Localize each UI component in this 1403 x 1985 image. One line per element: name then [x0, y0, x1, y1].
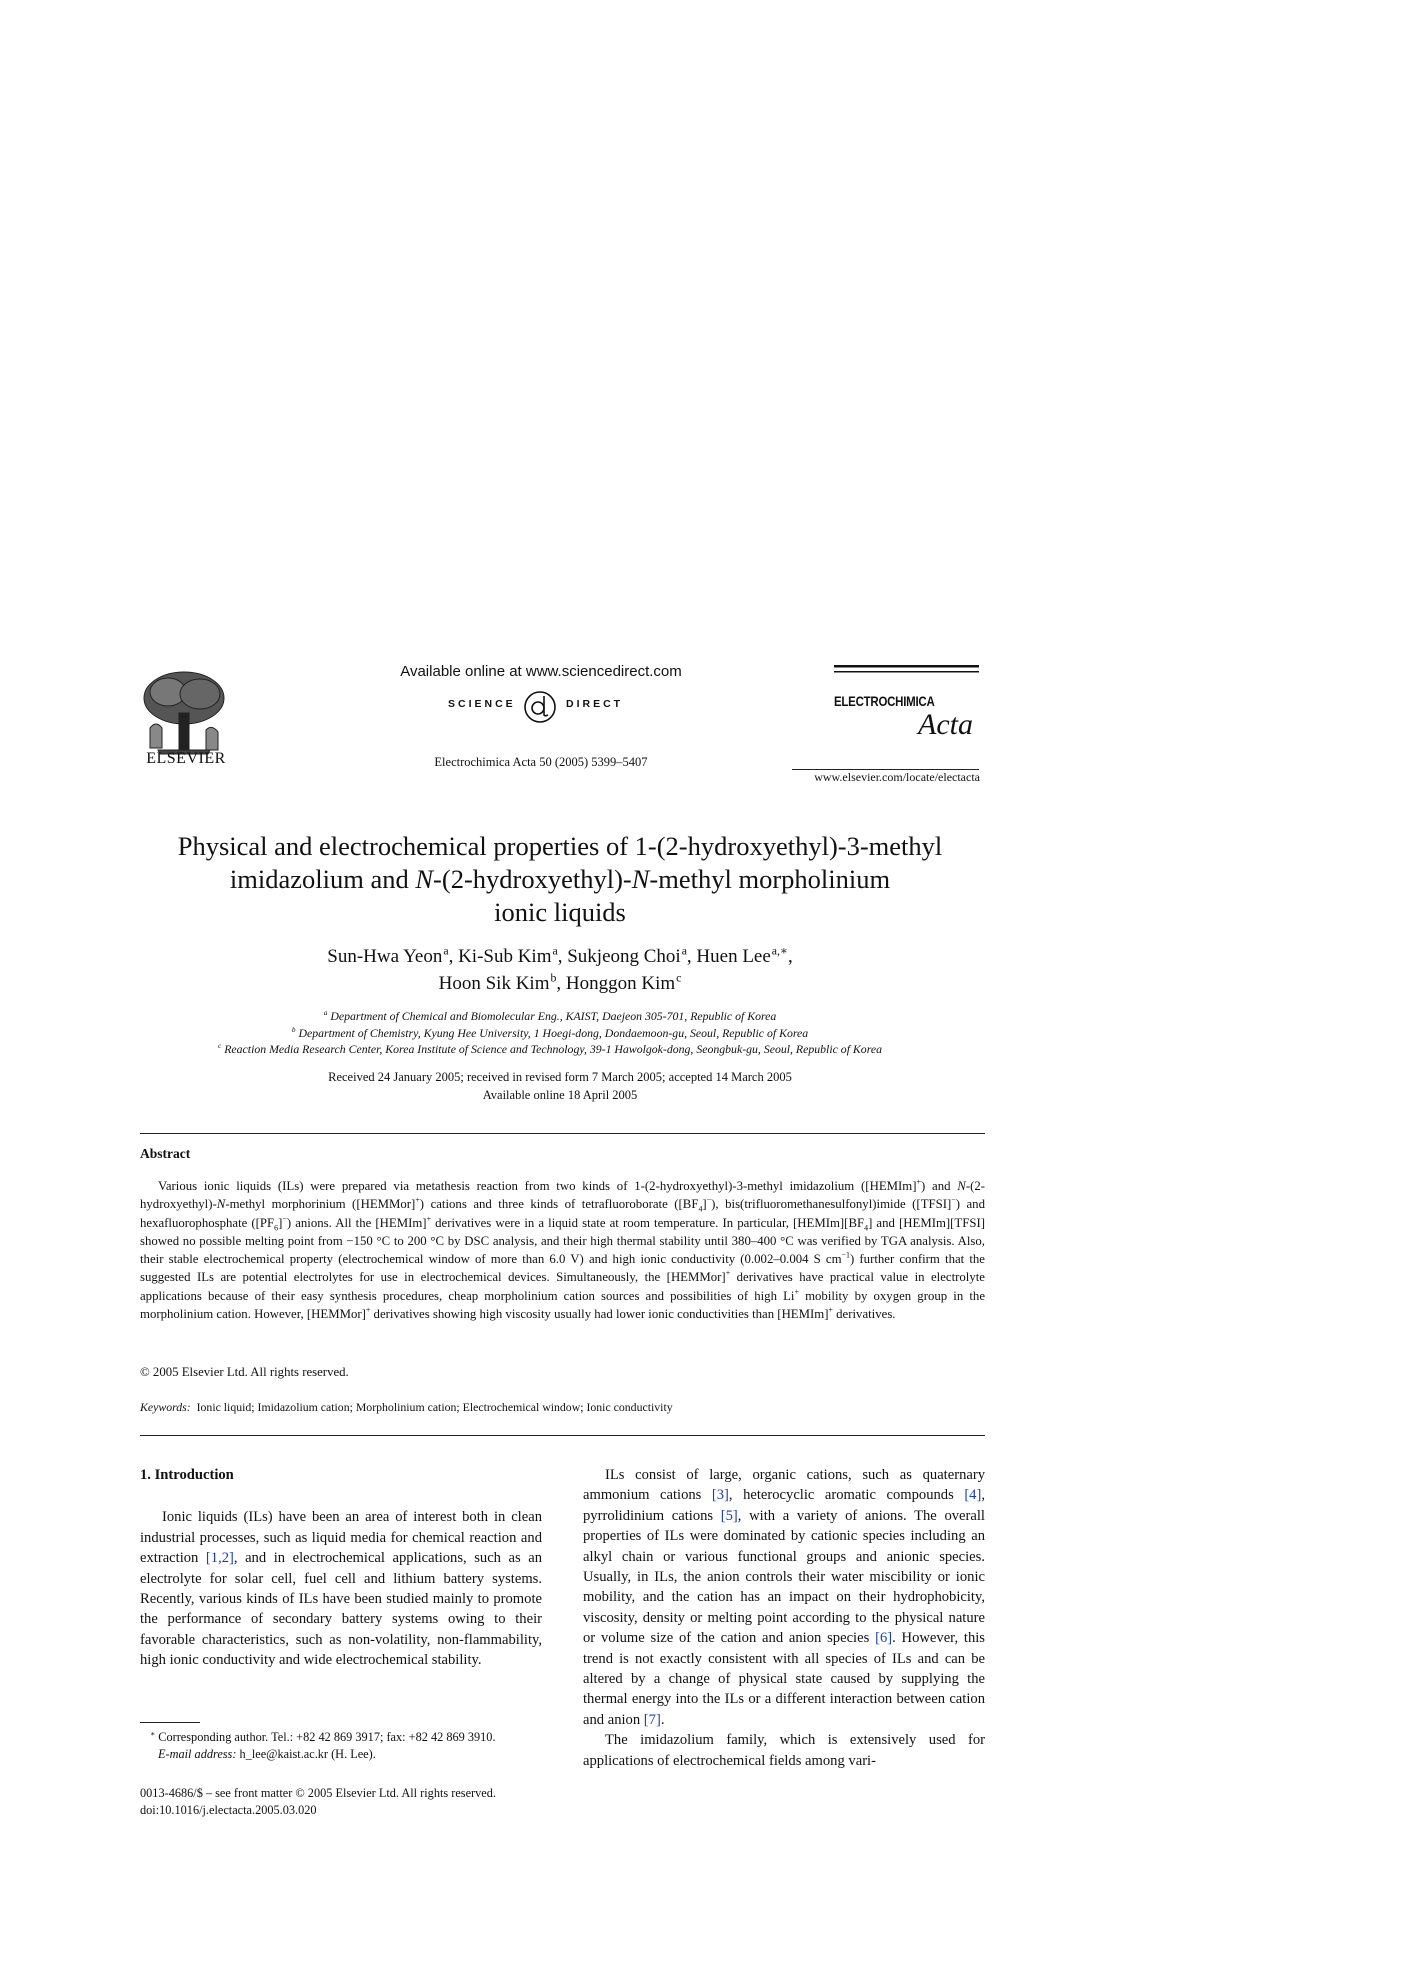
citation-link[interactable]: [1,2] [205, 1550, 234, 1567]
sciencedirect-logo [448, 686, 638, 726]
intro-paragraph-3: The imidazolium family, which is extensively used for applications of electrochemical fields among vari- [583, 1732, 985, 1769]
title-line-1: Physical and electrochemical properties of 1-(2-hydroxyethyl)-3-methyl [177, 831, 943, 861]
title-text: imidazolium and [229, 864, 416, 894]
citation-link[interactable]: [6] [875, 1630, 893, 1647]
affiliation-sup: a [323, 1008, 328, 1018]
citation-link[interactable]: [5] [720, 1507, 738, 1524]
paper-title [120, 830, 1000, 929]
journal-logo-acta: Acta [918, 708, 973, 741]
journal-url-link[interactable]: www.elsevier.com/locate/electacta [814, 770, 980, 784]
corresponding-author-footnote [140, 1729, 542, 1763]
keywords [140, 1400, 985, 1415]
author-sup[interactable]: a [443, 944, 449, 958]
sd-logo-left-text: SCIENCE [448, 698, 516, 710]
author-sup[interactable]: c [676, 971, 682, 985]
doi-line[interactable]: doi:10.1016/j.electacta.2005.03.020 [140, 1803, 317, 1817]
author-sup[interactable]: a [681, 944, 687, 958]
left-column [140, 1465, 542, 1671]
sd-logo-right-text: DIRECT [566, 698, 624, 710]
abstract-body: Various ionic liquids (ILs) were prepared via metathesis reaction from two kinds of 1-(2-hydroxyethyl)-3-methyl imidazolium ([HEMIm]+) and N-(2-hydroxyethyl)-N-methyl morphorinium ([HEMMor]+) cations and three kinds of tetrafluoroborate $([BF_4]^-)$, bis(trifluoromethanesulfonyl)imide ([TFSI]−) and hexafluorophosphate $([PF_6]^-)$ anions. All the [HEMIm]+ derivatives were in a liquid state at room temperature. In particular, $[HEMIm][BF_4]$ and [HEMIm][TFSI] showed no possible melting point from −150 °C to 200 °C by DSC analysis, and their high thermal stability until 380–400 °C was verified by TGA analysis. Also, their stable electrochemical property (electrochemical window of more than 6.0 V) and high ionic conductivity (0.002–0.004 S $cm^{-1}$) further confirm that the suggested ILs are potential electrolytes for use in electrochemical devices. Simultaneously, the [HEMMor]+ derivatives have practical value in electrolyte applications because of their easy synthesis procedures, cheap morpholinium cation sources and possibilities of high Li+ mobility by oxygen group in the morpholinium cation. However, [HEMMor]+ derivatives showing high viscosity usually had lower ionic conductivities than [HEMIm]+ derivatives. [140, 1177, 986, 1322]
author-name: Sukjeong Choi [567, 946, 681, 967]
journal-logo-name: ELECTROCHIMICA [834, 693, 935, 709]
affiliation-text: Reaction Media Research Center, Korea Institute of Science and Technology, 39-1 Hawolgok-dong, Seongbuk-gu, Seoul, Republic of Korea [224, 1042, 882, 1056]
title-italic-n: N [415, 864, 434, 894]
keywords-text: Ionic liquid; Imidazolium cation; Morpholinium cation; Electrochemical window; Ionic conductivity [196, 1400, 673, 1414]
affiliation-c [140, 1041, 960, 1058]
affiliation-sup: c [218, 1041, 222, 1051]
author-name: Ki-Sub Kim [458, 946, 552, 967]
available-date: Available online 18 April 2005 [482, 1088, 638, 1102]
abstract-bottom-rule [140, 1435, 985, 1436]
title-text: -(2-hydroxyethyl)- [433, 864, 632, 894]
affiliation-text: Department of Chemistry, Kyung Hee University, 1 Hoegi-dong, Dondaemoon-gu, Seoul, Republic of Korea [298, 1025, 809, 1040]
author-sup[interactable]: a [552, 944, 558, 958]
author-sup[interactable]: a,∗ [771, 944, 788, 958]
keywords-label: Keywords: [140, 1400, 191, 1414]
author-name: Huen Lee [696, 946, 771, 967]
article-dates [200, 1068, 920, 1104]
author-name: Honggon Kim [565, 973, 676, 994]
title-line-2 [120, 863, 1000, 896]
front-matter [140, 1785, 542, 1819]
affiliation-sup: b [291, 1024, 296, 1034]
abstract-top-rule [140, 1133, 985, 1134]
affiliation-a [140, 1008, 960, 1025]
intro-paragraph-1: Ionic liquids (ILs) have been an area of interest both in clean industrial processes, such as liquid media for chemical reaction and extraction [1,2], and in electrochemical applications, such as an electrolyte for solar cell, fuel cell and lithium battery systems. Recently, various kinds of ILs have been studied mainly to promote the performance of secondary battery systems owing to their favorable characteristics, such as non-volatility, non-flammability, high ionic conductivity and wide electrochemical stability. [140, 1509, 543, 1669]
section-heading-introduction: 1. Introduction [140, 1467, 234, 1483]
affiliations [140, 1008, 960, 1058]
email-address[interactable]: h_lee@kaist.ac.kr (H. Lee). [236, 1747, 376, 1761]
author-name: Hoon Sik Kim [438, 973, 550, 994]
author-name: Sun-Hwa Yeon [327, 946, 443, 967]
affiliation-text: Department of Chemical and Biomolecular Eng., KAIST, Daejeon 305-701, Republic of Korea [330, 1009, 777, 1023]
elsevier-tree-logo [138, 668, 230, 758]
title-text: -methyl morpholinium [649, 864, 891, 894]
issn-line: 0013-4686/$ – see front matter © 2005 Elsevier Ltd. All rights reserved. [140, 1786, 496, 1800]
journal-logo-lines [834, 665, 979, 677]
title-line-3: ionic liquids [494, 897, 626, 927]
footnote-rule [140, 1722, 200, 1723]
citation-link[interactable]: [7] [643, 1711, 661, 1728]
abstract-copyright: © 2005 Elsevier Ltd. All rights reserved. [140, 1365, 349, 1379]
footnote-marker: ∗ [150, 1728, 156, 1738]
received-dates: Received 24 January 2005; received in revised form 7 March 2005; accepted 14 March 2005 [328, 1070, 792, 1084]
right-column [583, 1465, 985, 1771]
citation-link[interactable]: [3] [711, 1487, 729, 1504]
author-sup[interactable]: b [550, 971, 557, 985]
citation-link[interactable]: [4] [964, 1487, 982, 1504]
journal-reference: Electrochimica Acta 50 (2005) 5399–5407 [434, 755, 648, 769]
footnote-contact: Corresponding author. Tel.: +82 42 869 3917; fax: +82 42 869 3910. [155, 1730, 496, 1744]
intro-paragraph-2: ILs consist of large, organic cations, such as quaternary ammonium cations [3], heterocyclic aromatic compounds [4], pyrrolidinium cations [5], with a variety of anions. The overall properties of ILs were dominated by cationic species including an alkyl chain or various functional groups and anionic species. Usually, in ILs, the anion controls their water miscibility or ionic mobility, and the cation has an impact on their hydrophobicity, viscosity, density or melting point according to the physical nature or volume size of the cation and anion species [6]. However, this trend is not exactly consistent with all species of ILs and can be altered by a change of physical state caused by supplying the thermal energy into the ILs or a different interaction between cation and anion [7]. [583, 1467, 985, 1728]
author-list: Sun-Hwa Yeon $^a$, Ki-Sub Kim $^a$, Sukjeong Choi $^a$, Huen Lee $^{a,∗}$, Hoon Sik Kim $^b$, Honggon Kim $^c$ [327, 944, 793, 994]
abstract-heading: Abstract [140, 1146, 191, 1161]
title-italic-n: N [631, 864, 650, 894]
email-label: E-mail address: [158, 1747, 237, 1761]
affiliation-b [140, 1025, 960, 1042]
sd-at-icon [520, 686, 560, 726]
available-online-text[interactable]: Available online at www.sciencedirect.com [400, 663, 682, 680]
publisher-name: ELSEVIER [146, 750, 226, 767]
